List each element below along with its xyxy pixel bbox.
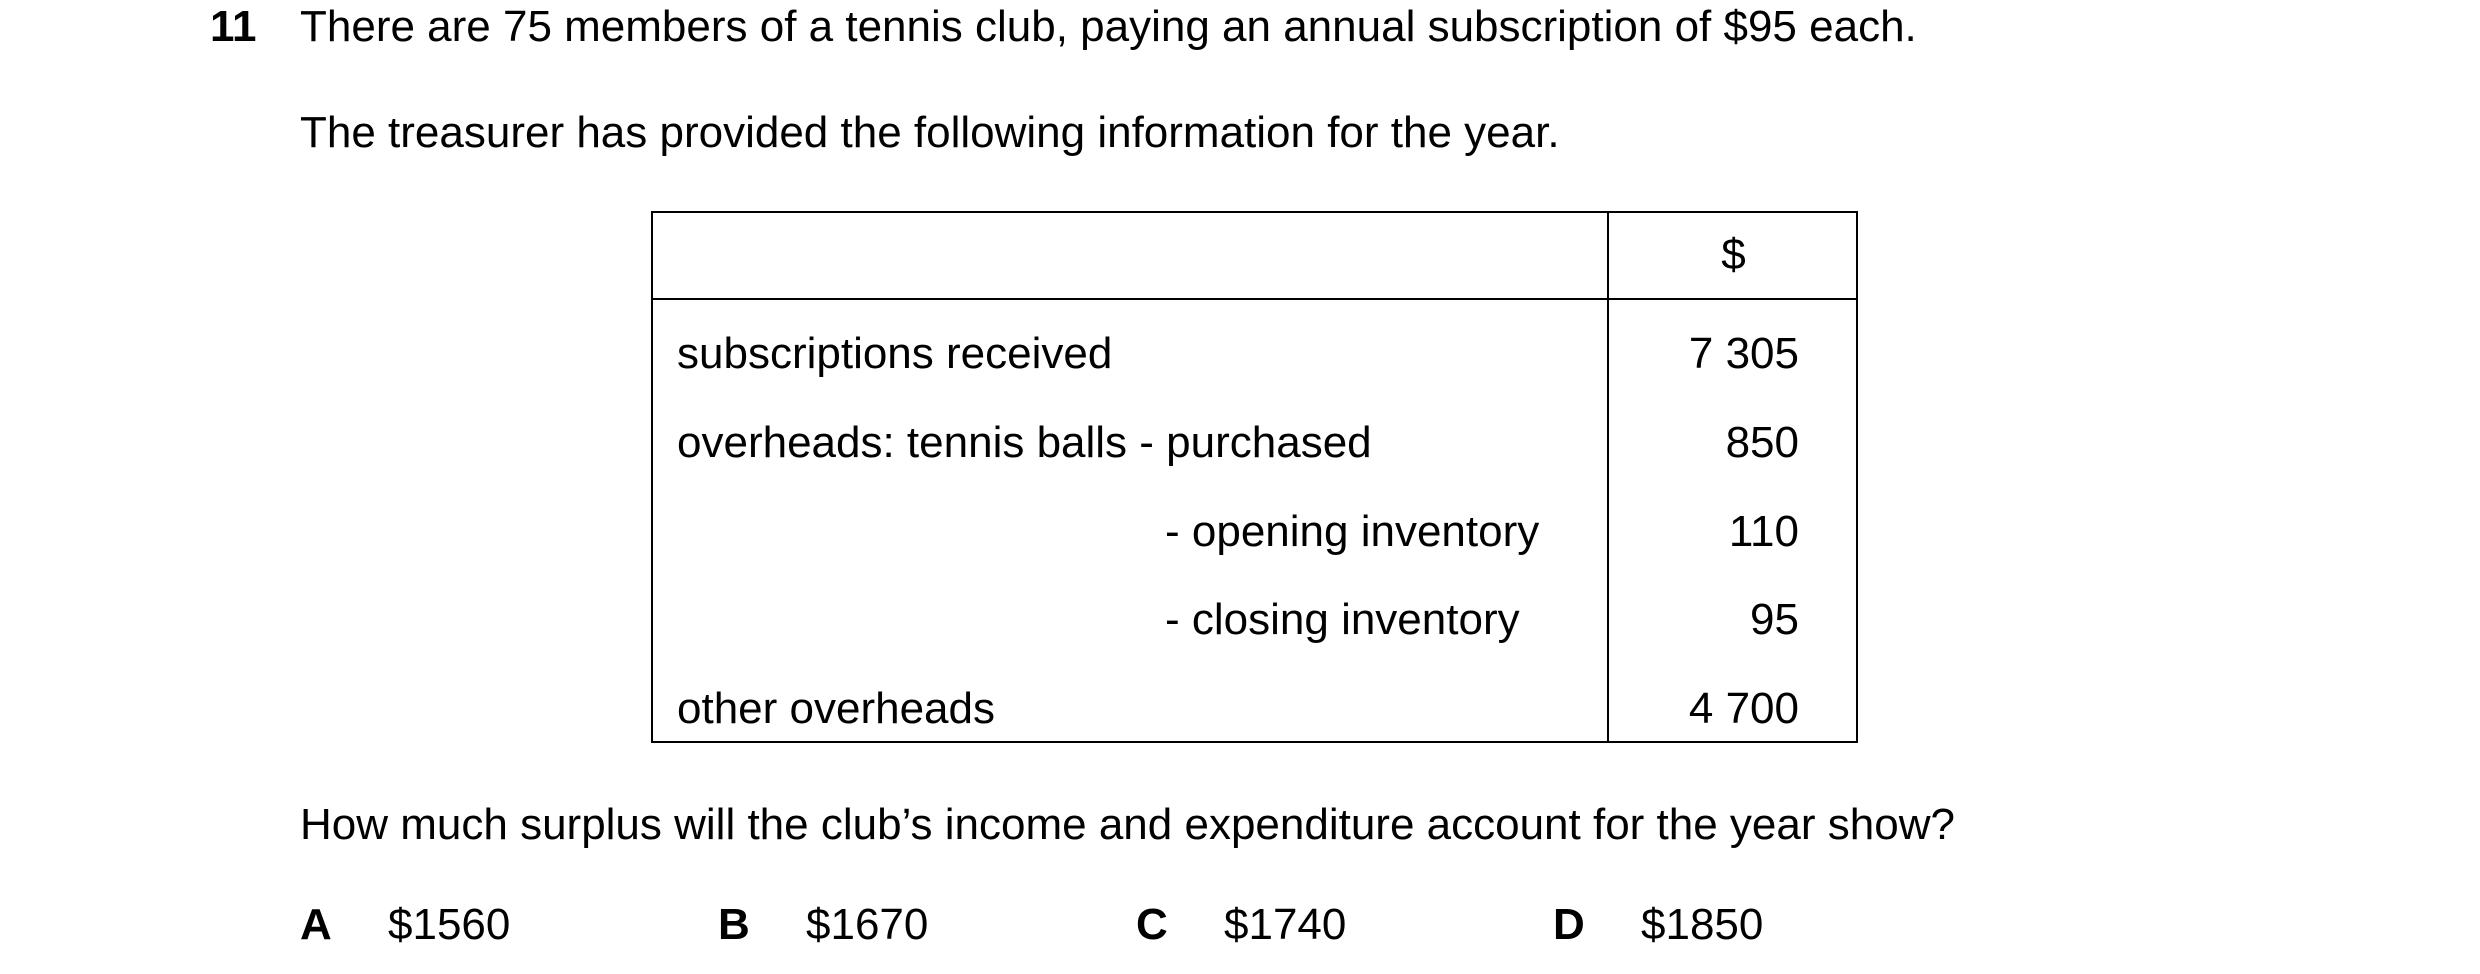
question-number: 11 — [210, 2, 257, 51]
row-label-subscriptions: subscriptions received — [677, 329, 1113, 378]
row-value-other-overheads: 4 700 — [1688, 684, 1799, 733]
header-divider — [653, 298, 1856, 300]
row-value-opening-inventory: 110 — [1728, 507, 1799, 556]
treasurer-table — [651, 211, 1858, 743]
row-label-opening-inventory: - opening inventory — [1165, 507, 1540, 556]
option-letter: C — [1136, 900, 1168, 949]
question-prompt: How much surplus will the club’s income and expenditure account for the year show? — [300, 800, 1955, 849]
answer-option-b[interactable] — [718, 898, 929, 952]
option-text: $1670 — [806, 900, 929, 949]
question-intro: There are 75 members of a tennis club, paying an annual subscription of $95 each. — [300, 2, 1917, 51]
question-info: The treasurer has provided the following information for the year. — [300, 108, 1560, 157]
option-text: $1850 — [1641, 900, 1764, 949]
option-text: $1740 — [1224, 900, 1347, 949]
option-letter: A — [300, 900, 332, 949]
row-value-subscriptions: 7 305 — [1688, 329, 1799, 378]
option-letter: D — [1553, 900, 1585, 949]
column-divider — [1607, 213, 1609, 741]
option-text: $1560 — [388, 900, 511, 949]
option-letter: B — [718, 900, 750, 949]
row-label-closing-inventory: - closing inventory — [1165, 595, 1520, 644]
row-label-other-overheads: other overheads — [677, 684, 995, 733]
answer-option-c[interactable] — [1136, 898, 1347, 952]
row-label-balls-purchased: overheads: tennis balls - purchased — [677, 418, 1372, 467]
currency-header: $ — [1721, 230, 1746, 279]
answer-option-a[interactable] — [300, 898, 511, 952]
answer-option-d[interactable] — [1553, 898, 1764, 952]
row-value-closing-inventory: 95 — [1750, 595, 1799, 644]
row-value-balls-purchased: 850 — [1725, 418, 1799, 467]
